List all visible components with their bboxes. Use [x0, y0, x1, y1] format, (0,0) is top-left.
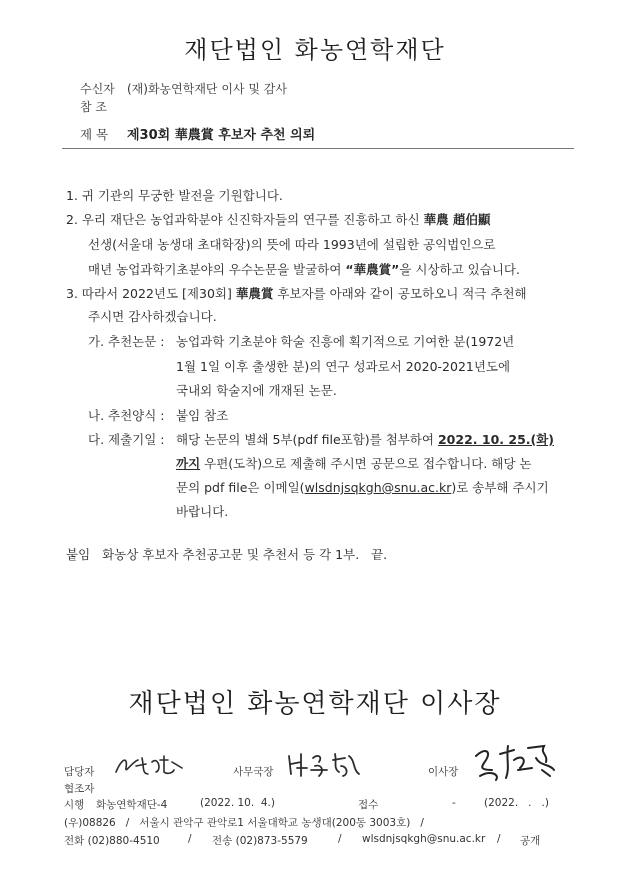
contact-email-link[interactable]: wlsdnjsqkgh@snu.ac.kr — [304, 480, 452, 495]
sub-da-text: 우편(도착)으로 제출해 주시면 공문으로 접수합니다. 해당 논 — [200, 456, 532, 471]
sub-da-label: 다. 제출기일 : — [88, 432, 165, 447]
recipient-label: 수신자 — [80, 82, 115, 96]
item-2-line-2: 선생(서울대 농생대 초대학장)의 뜻에 따라 1993년에 설립한 공익법인으로 — [88, 237, 496, 252]
award-name: “華農賞” — [345, 262, 400, 277]
sub-ga-line-1: 농업과학 기초분야 학술 진흥에 획기적으로 기여한 분(1972년 — [176, 334, 515, 349]
receipt-label: 접수 — [358, 799, 379, 811]
award-name: 華農賞 — [235, 286, 274, 301]
postal-address: (우)08826 / 서울시 관악구 관악로1 서울대학교 농생대(200동 3003호) / — [64, 817, 424, 829]
item-2-line-1 — [66, 210, 491, 228]
sub-da-line-3 — [176, 478, 549, 496]
sub-da-line-4: 바랍니다. — [176, 504, 229, 519]
item-1: 1. 귀 기관의 무궁한 발전을 기원합니다. — [66, 188, 283, 203]
receipt-dash: - — [452, 797, 456, 809]
item-3-text: 3. 따라서 2022년도 [제30회] — [66, 286, 236, 301]
sub-da-line-2 — [176, 454, 532, 472]
recipient-value: (재)화농연학재단 이사 및 감사 — [127, 82, 287, 96]
subject-label: 제 목 — [80, 127, 109, 142]
sub-da-text: 해당 논문의 별쇄 5부(pdf file포함)를 첨부하여 — [176, 432, 438, 447]
issuer-title: 재단법인 화농연학재단 이사장 — [128, 689, 502, 719]
attachment-note: 붙임 화농상 후보자 추천공고문 및 추천서 등 각 1부. 끝. — [66, 547, 388, 562]
separator: / — [338, 833, 342, 845]
sub-ga-line-2: 1월 1일 이후 출생한 분)의 연구 성과로서 2020-2021년도에 — [176, 359, 511, 374]
chair-signature — [470, 740, 560, 782]
subject-value: 제30회 華農賞 후보자 추천 의뢰 — [127, 128, 316, 143]
item-2-text: 매년 농업과학기초분야의 우수논문을 발굴하여 — [88, 262, 346, 277]
founder-name: 華農 趙伯顯 — [423, 212, 491, 227]
sub-ga-line-3: 국내외 학술지에 개재된 논문. — [176, 383, 337, 398]
document-title: 재단법인 화농연학재단 — [184, 36, 446, 64]
cooperator-label: 협조자 — [64, 783, 95, 795]
sub-da-line-1 — [176, 430, 554, 448]
sub-da-text: )로 송부해 주시기 — [451, 480, 549, 495]
disclosure-status: 공개 — [520, 835, 541, 847]
sub-da-text: 문의 pdf file은 이메일( — [176, 480, 305, 495]
secretary-signature — [283, 748, 367, 782]
secretary-label: 사무국장 — [233, 766, 274, 778]
enforce-date: (2022. 10. 4.) — [200, 797, 275, 809]
fax-number: 전송 (02)873-5579 — [212, 835, 308, 847]
item-3-line-2: 주시면 감사하겠습니다. — [88, 309, 217, 324]
item-2-line-3 — [88, 260, 520, 278]
deadline-suffix: 까지 — [176, 456, 201, 471]
deadline-date: 2022. 10. 25.(화) — [437, 432, 555, 447]
receipt-date: (2022. . .) — [484, 797, 549, 809]
item-2-text: 을 시상하고 있습니다. — [399, 262, 520, 277]
item-2-text: 2. 우리 재단은 농업과학분야 신진학자들의 연구를 진흥하고 하신 — [66, 212, 424, 227]
header-divider — [62, 148, 574, 149]
sub-na-label: 나. 추천양식 : — [88, 408, 165, 423]
chair-label: 이사장 — [428, 766, 459, 778]
drafter-label: 담당자 — [64, 766, 95, 778]
phone-number: 전화 (02)880-4510 — [64, 835, 160, 847]
separator: / — [497, 833, 501, 845]
item-3-line-1 — [66, 284, 527, 302]
footer-email[interactable]: wlsdnjsqkgh@snu.ac.kr — [362, 833, 486, 845]
enforce-label: 시행 — [64, 799, 85, 811]
reference-label: 참 조 — [80, 100, 107, 114]
separator: / — [188, 833, 192, 845]
item-3-text: 후보자를 아래와 같이 공모하오니 적극 추천해 — [273, 286, 527, 301]
sub-na-value: 붙임 참조 — [176, 408, 229, 423]
drafter-signature — [112, 752, 190, 780]
enforce-number: 화농연학재단-4 — [96, 799, 168, 811]
sub-ga-label: 가. 추천논문 : — [88, 334, 165, 349]
